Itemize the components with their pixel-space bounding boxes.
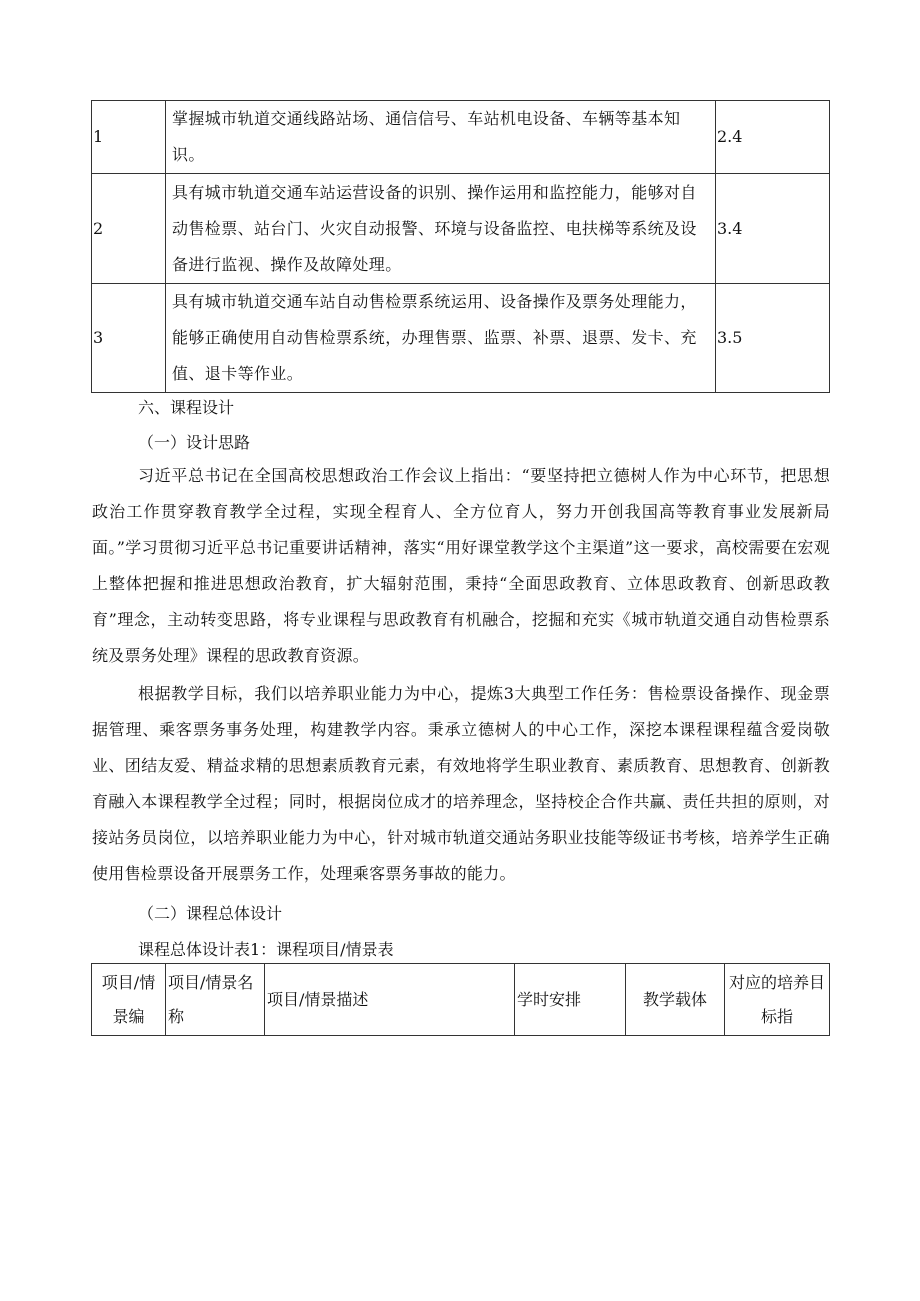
header-project-name: 项目/情景名称	[166, 964, 265, 1036]
competency-table	[91, 100, 830, 393]
row-number: 2	[92, 174, 166, 284]
header-class-hours: 学时安排	[515, 964, 626, 1036]
row-description: 掌握城市轨道交通线路站场、通信信号、车站机电设备、车辆等基本知识。	[166, 101, 716, 174]
row-value: 3.5	[716, 284, 830, 393]
subsection-title-design-idea: （一）设计思路	[138, 433, 251, 452]
section-title: 六、课程设计	[138, 398, 235, 417]
table-row	[92, 174, 830, 284]
paragraph-design-idea: 习近平总书记在全国高校思想政治工作会议上指出：“要坚持把立德树人作为中心环节，把思想政治工作贯穿教育教学全过程，实现全程育人、全方位育人，努力开创我国高等教育事业发展新局面。”学习贯彻习近平总书记重要讲话精神，落实“用好课堂教学这个主渠道”这一要求，高校需要在宏观上整体把握和推进思想政治教育，扩大辐射范围，秉持“全面思政教育、立体思政教育、创新思政教育”理念，主动转变思路，将专业课程与思政教育有机融合，挖掘和充实《城市轨道交通自动售检票系统及票务处理》课程的思政教育资源。	[92, 466, 830, 665]
header-project-code: 项目/情景编	[92, 964, 166, 1036]
row-number: 1	[92, 101, 166, 174]
table-caption: 课程总体设计表1：课程项目/情景表	[138, 940, 394, 959]
header-project-description: 项目/情景描述	[265, 964, 515, 1036]
table-row	[92, 101, 830, 174]
header-teaching-carrier: 教学载体	[626, 964, 725, 1036]
row-value: 2.4	[716, 101, 830, 174]
row-description: 具有城市轨道交通车站自动售检票系统运用、设备操作及票务处理能力，能够正确使用自动售检票系统，办理售票、监票、补票、退票、发卡、充值、退卡等作业。	[166, 284, 716, 393]
paragraph-teaching-goal: 根据教学目标，我们以培养职业能力为中心，提炼3大典型工作任务：售检票设备操作、现金票据管理、乘客票务事务处理，构建教学内容。秉承立德树人的中心工作，深挖本课程课程蕴含爱岗敬业、团结友爱、精益求精的思想素质教育元素，有效地将学生职业教育、素质教育、思想教育、创新教育融入本课程教学全过程；同时，根据岗位成才的培养理念，坚持校企合作共赢、责任共担的原则，对接站务员岗位，以培养职业能力为中心，针对城市轨道交通站务职业技能等级证书考核，培养学生正确使用售检票设备开展票务工作，处理乘客票务事故的能力。	[92, 684, 830, 883]
row-number: 3	[92, 284, 166, 393]
row-value: 3.4	[716, 174, 830, 284]
subsection-title-overall-design: （二）课程总体设计	[138, 904, 283, 923]
header-target-index: 对应的培养目标指	[725, 964, 830, 1036]
project-scenario-table	[91, 963, 830, 1036]
table-header-row	[92, 964, 830, 1036]
table-row	[92, 284, 830, 393]
row-description: 具有城市轨道交通车站运营设备的识别、操作运用和监控能力，能够对自动售检票、站台门、火灾自动报警、环境与设备监控、电扶梯等系统及设备进行监视、操作及故障处理。	[166, 174, 716, 284]
